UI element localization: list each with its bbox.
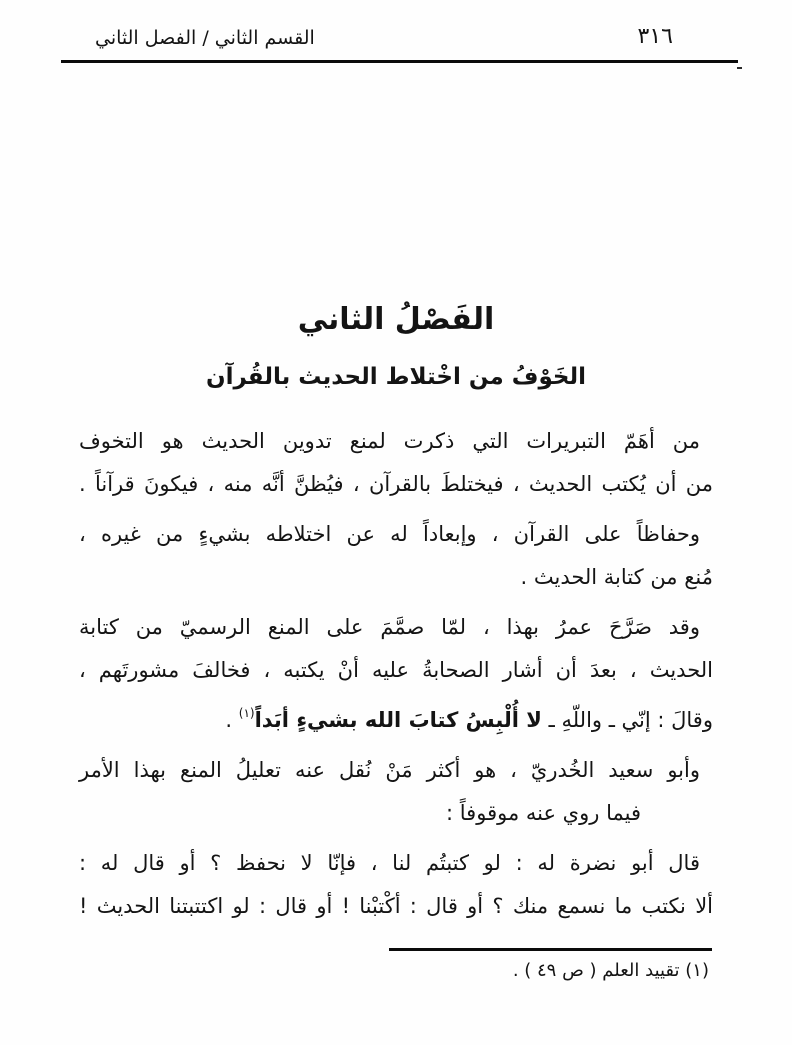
body-text: [79, 420, 713, 935]
chapter-subtitle: الخَوْفُ من اخْتلاط الحديث بالقُرآن: [205, 364, 587, 390]
text-line: [79, 692, 713, 742]
text-line: من أهَمّ التبريرات التي ذكرت لمنع تدوين الحديث هو التخوف: [79, 429, 700, 453]
quote-intro: وقالَ : إنّي ـ واللّهِ ـ: [541, 708, 713, 732]
header-rule-tick: [737, 67, 742, 69]
text-line: وقد صَرَّحَ عمرُ بهذا ، لمّا صمَّمَ على المنع الرسميّ من كتابة: [79, 615, 700, 639]
header-rule: [61, 60, 738, 63]
text-line: مُنع من كتابة الحديث .: [520, 565, 713, 589]
paragraph-3: [79, 606, 713, 742]
chapter-title: الفَصْلُ الثاني: [297, 302, 495, 337]
footnote: (١) تقييد العلم ( ص ٤٩ ) .: [512, 960, 709, 981]
text-line: الحديث ، بعدَ أن أشار الصحابةُ عليه أنْ يكتبه ، فخالفَ مشورتَهم ،: [79, 658, 713, 682]
footnote-rule: [389, 948, 712, 951]
text-line: ألا نكتب ما نسمع منك ؟ أو قال : أكْتبْنا ! أو قال : لو اكتتبتنا الحديث !: [79, 894, 713, 918]
footnote-marker-ref: (١): [238, 706, 255, 720]
text-line: وحفاظاً على القرآن ، وإبعاداً له عن اختلاطه بشيءٍ من غيره ،: [79, 522, 700, 546]
paragraph-4: [79, 749, 713, 835]
text-line: من أن يُكتب الحديث ، فيختلطَ بالقرآن ، فيُظنَّ أنَّه منه ، فيكونَ قرآناً .: [79, 472, 713, 496]
text-line: وأبو سعيد الخُدريّ ، هو أكثر مَنْ نُقل عنه تعليلُ المنع بهذا الأمر: [79, 758, 700, 782]
running-header-title: القسم الثاني / الفصل الثاني: [95, 27, 315, 49]
quote-end: .: [225, 708, 239, 732]
text-line: قال أبو نضرة له : لو كتبتُم لنا ، فإنّا لا نحفظ ؟ أو قال له :: [79, 851, 700, 875]
paragraph-1: [79, 420, 713, 506]
page-number: ٣١٦: [637, 24, 673, 49]
paragraph-2: [79, 513, 713, 599]
paragraph-5: [79, 842, 713, 928]
quote-bold: لا أُلْبِسُ كتابَ الله بشيءٍ أبَداً: [254, 708, 542, 732]
text-line: فيما روي عنه موقوفاً :: [446, 801, 641, 825]
